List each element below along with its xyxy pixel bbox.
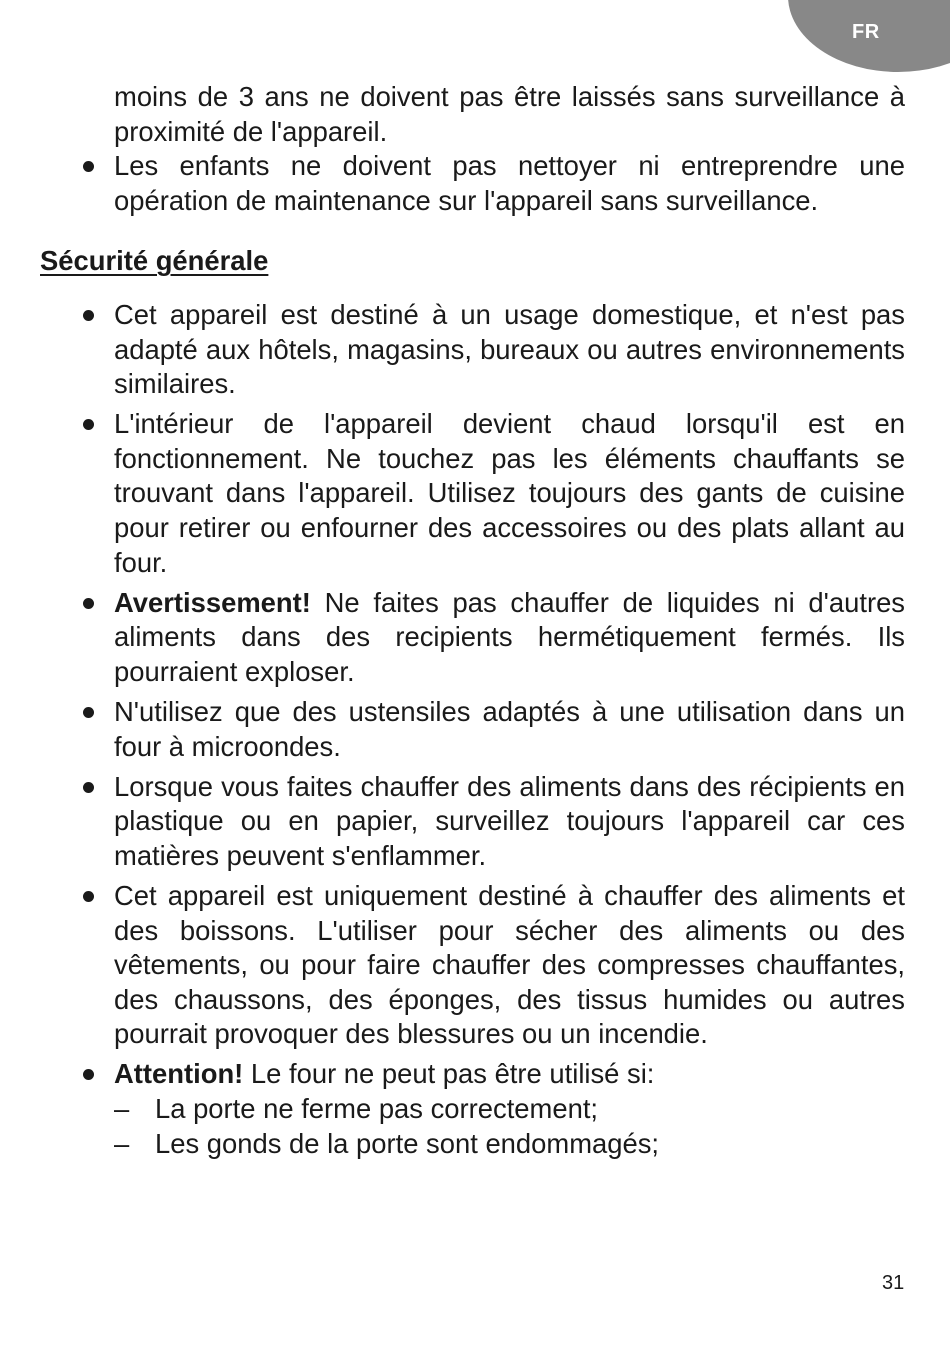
bullet-icon — [83, 310, 94, 321]
dash-text: La porte ne ferme pas correctement; — [155, 1093, 599, 1125]
bullet-icon — [83, 707, 94, 718]
bullet-icon — [83, 782, 94, 793]
bullet-item — [40, 149, 905, 218]
dash-marker: – — [114, 1093, 130, 1125]
page-number: 31 — [882, 1272, 905, 1294]
bullet-item — [40, 407, 905, 580]
document-body — [40, 80, 905, 1161]
bullet-text: Le four ne peut pas être utilisé si: — [243, 1058, 655, 1090]
dash-item — [40, 1127, 905, 1162]
bullet-item — [40, 879, 905, 1052]
bullet-bold-lead: Avertissement! — [114, 586, 311, 618]
dash-item — [40, 1092, 905, 1127]
section-heading: Sécurité générale — [40, 245, 269, 277]
dash-marker: – — [114, 1127, 130, 1159]
bullet-icon — [83, 1069, 94, 1080]
bullet-item — [40, 770, 905, 874]
bullet-icon — [83, 419, 94, 430]
bullet-bold-lead: Attention! — [114, 1058, 244, 1090]
bullet-text: Les enfants ne doivent pas nettoyer ni entreprendre une opération de maintenance sur l'appareil sans surveillance. — [114, 150, 905, 216]
bullet-icon — [83, 891, 94, 902]
bullet-item — [40, 1057, 905, 1092]
bullet-item — [40, 298, 905, 402]
bullet-text: Lorsque vous faites chauffer des aliments dans des récipients en plastique ou en papier, surveillez toujours l'appareil car ces matières peuvent s'enflammer. — [114, 770, 905, 871]
bullet-icon — [83, 598, 94, 609]
continuation-paragraph: moins de 3 ans ne doivent pas être laissés sans surveillance à proximité de l'appareil. — [114, 81, 905, 147]
bullet-icon — [83, 161, 94, 172]
bullet-text: Cet appareil est destiné à un usage domestique, et n'est pas adapté aux hôtels, magasins, bureaux ou autres environnements similaires. — [114, 298, 905, 400]
bullet-text: Cet appareil est uniquement destiné à chauffer des aliments et des boissons. L'utiliser pour sécher des aliments ou des vêtements, ou pour faire chauffer des compresses chauffantes, des chaussons, des éponges, des tissus humides ou autres pourrait provoquer des blessures ou un incendie. — [114, 879, 905, 1050]
bullet-item — [40, 586, 905, 690]
bullet-text: Ne faites pas chauffer de liquides ni d'autres aliments dans des recipients hermétiquement fermés. Ils pourraient exploser. — [114, 586, 905, 687]
bullet-item — [40, 695, 905, 764]
dash-text: Les gonds de la porte sont endommagés; — [155, 1127, 660, 1159]
language-label: FR — [852, 21, 880, 43]
bullet-text: L'intérieur de l'appareil devient chaud lorsqu'il est en fonctionnement. Ne touchez pas les éléments chauffants se trouvant dans l'appareil. Utilisez toujours des gants de cuisine pour retirer ou enfourner des accessoires ou des plats allant au four. — [114, 408, 905, 578]
bullet-text: N'utilisez que des ustensiles adaptés à une utilisation dans un four à microondes. — [114, 696, 905, 762]
